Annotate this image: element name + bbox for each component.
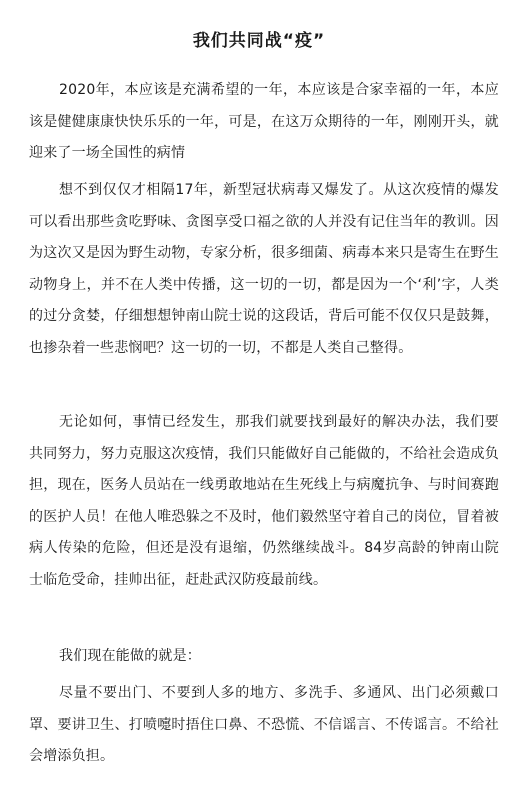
paragraph-outbreak: 想不到仅仅才相隔17年，新型冠状病毒又爆发了。从这次疫情的爆发可以看出那些贪吃野味、贪图享受口福之欲的人并没有记住当年的教训。因为这次又是因为野生动物，专家分析，很多细菌、病毒本来只是寄生在野生动物身上，并不在人类中传播，这一切的一切，都是因为一个‘利’字，人类的过分贪婪，仔细想想钟南山院士说的这段话，背后可能不仅仅只是鼓舞，也掺杂着一些悲悯吧？这一切的一切，不都是人类自己整得。 [29, 182, 499, 356]
paragraph-advice: 尽量不要出门、不要到人多的地方、多洗手、多通风、出门必须戴口罩、要讲卫生、打喷嚏时捂住口鼻、不恐慌、不信谣言、不传谣言。不给社会增添负担。 [29, 685, 499, 764]
paragraph-medical-workers: 无论如何，事情已经发生，那我们就要找到最好的解决办法，我们要共同努力，努力克服这次疫情，我们只能做好自己能做的，不给社会造成负担，现在，医务人员站在一线勇敢地站在生死线上与病魔抗争、与时间赛跑的医护人员！在他人唯恐躲之不及时，他们毅然坚守着自己的岗位，冒着被病人传染的危险，但还是没有退缩，仍然继续战斗。84岁高龄的钟南山院士临危受命，挂帅出征，赶赴武汉防疫最前线。 [29, 414, 499, 588]
document-title: 我们共同战“疫” [192, 31, 326, 51]
paragraph-intro: 2020年，本应该是充满希望的一年，本应该是合家幸福的一年，本应该是健健康康快快乐乐的一年，可是，在这万众期待的一年，刚刚开头，就迎来了一场全国性的病情 [29, 82, 499, 161]
paragraph-what-we-can-do: 我们现在能做的就是： [59, 648, 201, 664]
